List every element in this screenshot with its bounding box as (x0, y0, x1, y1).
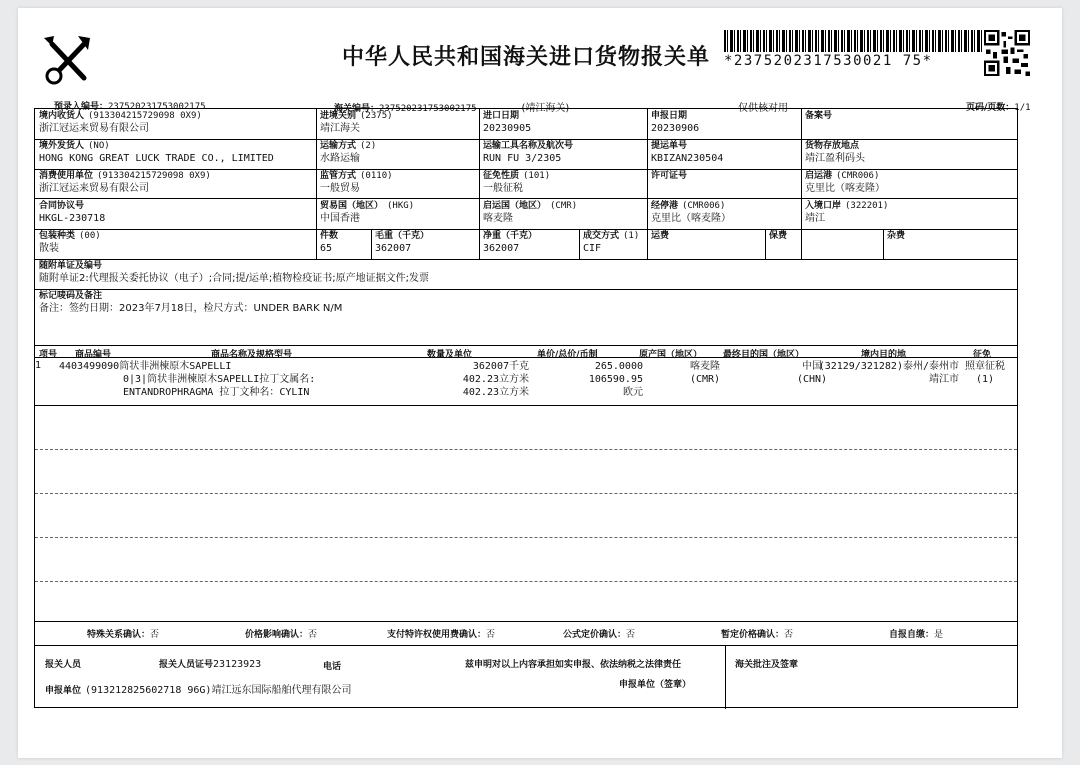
col-qty: 数量及单位 (427, 350, 473, 360)
declarant-cert: 报关人员证号23123923 (159, 659, 262, 670)
goods-price: 265.0000 106590.95 欧元 (588, 361, 643, 398)
shipper-cell: 境外发货人 (NO) HONG KONG GREAT LUCK TRADE CO., LIMITED (39, 141, 274, 164)
freight-cell: 运费 (651, 231, 670, 241)
vessel-cell: 运输工具名称及航次号 RUN FU 3/2305 (483, 141, 574, 164)
trade-country-cell: 贸易国（地区） (HKG) 中国香港 (320, 201, 415, 224)
verify-note: 仅供核对用 (738, 103, 788, 114)
phone-label: 电话 (323, 662, 342, 672)
form-title: 中华人民共和国海关进口货物报关单 (342, 45, 711, 70)
customs-number: 海关编号：237520231753002175 (靖江海关) (334, 103, 570, 114)
provisional-confirm: 暂定价格确认：否 (721, 630, 794, 640)
gross-weight-cell: 毛重（千克） 362007 (375, 231, 430, 254)
col-item: 项号 (39, 350, 58, 360)
col-dest: 最终目的国（地区） (723, 350, 805, 360)
storage-cell: 货物存放地点 靖江盈利码头 (805, 141, 865, 164)
depart-port-cell: 启运港 (CMR006) 克里比（喀麦隆） (805, 171, 885, 194)
qr-code-icon (984, 30, 1030, 76)
goods-dest: 中国 (CHN) (796, 361, 828, 385)
goods-domestic: (32129/321282)泰州/泰州市 靖江市 (818, 361, 959, 385)
consignee-cell: 境内收货人 (913304215729098 0X9) 浙江冠运来贸易有限公司 (39, 111, 202, 134)
pre-entry-number: 预录入编号：237520231753002175 (54, 102, 206, 112)
unit-signature-label: 申报单位（签章） (619, 680, 692, 690)
record-no-cell: 备案号 (805, 111, 833, 121)
form-grid (34, 108, 1018, 708)
levy-cell: 征免性质 (101) 一般征税 (483, 171, 551, 194)
user-cell: 消费使用单位 (913304215729098 0X9) 浙江冠运来贸易有限公司 (39, 171, 211, 194)
barcode-text: *2375202317530021 75* (724, 53, 933, 69)
col-levy: 征免 (973, 350, 992, 360)
goods-qty: 362007千克 402.23立方米 402.23立方米 (462, 361, 529, 398)
barcode (724, 30, 982, 52)
pack-cell: 包装种类 (00) 散装 (39, 231, 101, 254)
import-date-cell: 进口日期 20230905 (483, 111, 532, 134)
self-pay-confirm: 自报自缴：是 (889, 630, 944, 640)
marks-cell: 标记唛码及备注 备注：签约日期：2023年7月18日，检尺方式：UNDER BARK N/M (39, 291, 343, 314)
supervision-cell: 监管方式 (0110) 一般贸易 (320, 171, 393, 194)
customs-emblem-icon (38, 30, 98, 90)
transport-cell: 运输方式 (2) 水路运输 (320, 141, 377, 164)
price-effect-confirm: 价格影响确认：否 (245, 630, 318, 640)
pieces-cell: 件数 65 (320, 231, 339, 254)
special-relation-confirm: 特殊关系确认：否 (87, 630, 160, 640)
misc-fee-cell: 杂费 (887, 231, 906, 241)
goods-origin: 喀麦隆 (CMR) (689, 361, 721, 385)
entry-port-cell: 进境关别 (2375) 靖江海关 (320, 111, 393, 134)
origin-country-cell: 启运国（地区） (CMR) 喀麦隆 (483, 201, 578, 224)
col-code: 商品编号 (75, 350, 112, 360)
col-domestic: 境内目的地 (861, 350, 907, 360)
contract-cell: 合同协议号 HKGL-230718 (39, 201, 106, 224)
declare-date-cell: 申报日期 20230906 (651, 111, 700, 134)
net-weight-cell: 净重（千克） 362007 (483, 231, 538, 254)
declaring-unit: 申报单位 (913212825602718 96G)靖江远东国际船舶代理有限公司 (45, 685, 352, 696)
col-name: 商品名称及规格型号 (211, 350, 293, 360)
bl-cell: 提运单号 KBIZAN230504 (651, 141, 724, 164)
col-price: 单价/总价/币制 (537, 350, 598, 360)
royalty-confirm: 支付特许权使用费确认：否 (387, 630, 496, 640)
license-cell: 许可证号 (651, 171, 688, 181)
docs-cell: 随附单证及编号 随附单证2:代理报关委托协议（电子）;合同;提/运单;植物检疫证书;原产地证据文件;发票 (39, 261, 429, 284)
formula-confirm: 公式定价确认：否 (563, 630, 636, 640)
insurance-cell: 保费 (769, 231, 788, 241)
declarant-label: 报关人员 (45, 660, 82, 670)
goods-levy: 照章征税 (1) (965, 361, 1005, 385)
transit-cell: 经停港 (CMR006) 克里比（喀麦隆） (651, 201, 731, 224)
page-number: 页码/页数：1/1 (966, 103, 1031, 113)
legal-statement: 兹申明对以上内容承担如实申报、依法纳税之法律责任 (465, 660, 682, 670)
col-origin: 原产国（地区） (639, 350, 703, 360)
goods-item: 1 (35, 360, 42, 371)
deal-cell: 成交方式 (1) CIF (583, 231, 640, 254)
customs-approval-label: 海关批注及签章 (735, 660, 799, 670)
goods-code-name: 4403499090筒状非洲楝原木SAPELLI 0|3|筒状非洲楝原木SAPELLI拉丁文属名: ENTANDROPHRAGMA 拉丁文种名：CYLIN (59, 361, 316, 398)
entry-port-cell-2: 入境口岸 (322201) 靖江 (805, 201, 889, 224)
